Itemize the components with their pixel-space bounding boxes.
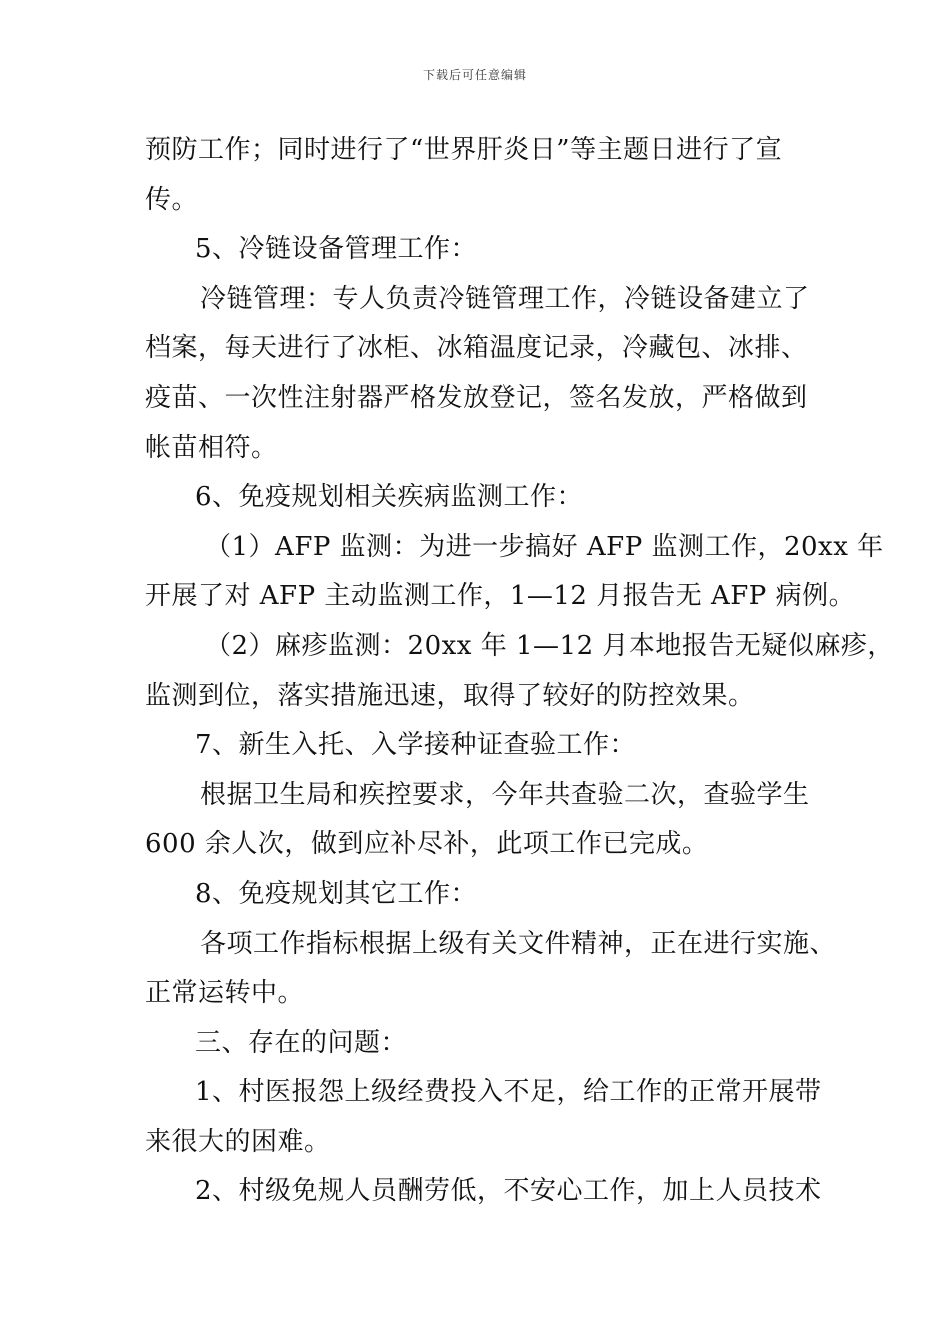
paragraph-line: 正常运转中。 xyxy=(145,978,305,1009)
page-header: 下载后可任意编辑 xyxy=(422,68,527,82)
section-heading: 5、冷链设备管理工作： xyxy=(195,234,478,265)
document-body xyxy=(145,126,894,1217)
paragraph-line: 根据卫生局和疾控要求，今年共查验二次，查验学生 xyxy=(200,779,810,810)
paragraph-line: 传。 xyxy=(145,184,199,215)
paragraph-line: 档案，每天进行了冰柜、冰箱温度记录，冷藏包、冰排、 xyxy=(145,333,808,364)
paragraph-line: 600 余人次，做到应补尽补，此项工作已完成。 xyxy=(145,829,709,860)
paragraph-line: 1、村医报怨上级经费投入不足，给工作的正常开展带 xyxy=(195,1077,822,1108)
paragraph-line: 预防工作；同时进行了“世界肝炎日”等主题日进行了宣 xyxy=(145,135,783,165)
section-heading: 三、存在的问题： xyxy=(195,1027,408,1058)
paragraph-line: （2）麻疹监测：20xx 年 1—12 月本地报告无疑似麻疹， xyxy=(205,630,894,661)
paragraph-line: 疫苗、一次性注射器严格发放登记，签名发放，严格做到 xyxy=(145,382,808,413)
paragraph-line: 监测到位，落实措施迅速，取得了较好的防控效果。 xyxy=(145,680,755,711)
paragraph-line: 冷链管理：专人负责冷链管理工作，冷链设备建立了 xyxy=(200,283,810,314)
paragraph-line: （1）AFP 监测：为进一步搞好 AFP 监测工作，20xx 年 xyxy=(205,531,884,562)
section-heading: 7、新生入托、入学接种证查验工作： xyxy=(195,730,637,761)
section-heading: 8、免疫规划其它工作： xyxy=(195,878,478,909)
paragraph-line: 各项工作指标根据上级有关文件精神，正在进行实施、 xyxy=(200,928,837,959)
paragraph-line: 帐苗相符。 xyxy=(145,432,278,463)
paragraph-line: 2、村级免规人员酬劳低，不安心工作，加上人员技术 xyxy=(195,1176,822,1207)
section-heading: 6、免疫规划相关疾病监测工作： xyxy=(195,482,584,513)
paragraph-line: 开展了对 AFP 主动监测工作，1—12 月报告无 AFP 病例。 xyxy=(145,581,856,612)
paragraph-line: 来很大的困难。 xyxy=(145,1126,331,1157)
